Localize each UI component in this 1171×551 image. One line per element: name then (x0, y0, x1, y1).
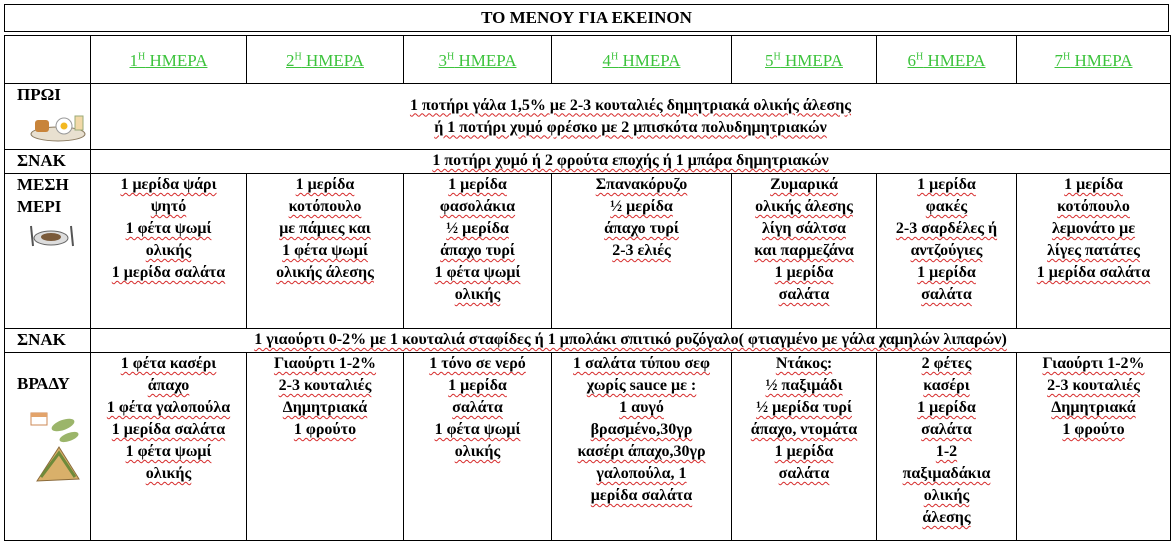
day-header: $1^H$ ΗΜΕΡΑ (91, 36, 247, 84)
day-header: $5^H$ ΗΜΕΡΑ (732, 36, 877, 84)
dinner-day3 (404, 353, 552, 541)
dinner-line: 1 τόνο σε νερό (429, 355, 526, 372)
dinner-line: σαλάτα (452, 399, 503, 416)
lunch-line: 1 μερίδα (774, 264, 834, 281)
dinner-line: ½ παξιμάδι (765, 377, 843, 394)
lunch-line: 1 μερίδα (448, 176, 507, 193)
dinner-line: 1 μερίδα (448, 377, 507, 394)
snack2-line: 1 γιαούρτι 0-2% με 1 κουταλιά σταφίδες ή 1 μπολάκι σπιτικό ρυζόγαλο( φτιαγμένο με γάλα χαμηλών λιπαρών) (254, 331, 1007, 348)
dinner-line: 1-2 (935, 443, 958, 460)
dinner-line: 1 μερίδα (774, 443, 834, 460)
lunch-line: αντζούγιες (910, 242, 983, 259)
lunch-line: με πάμιες και (279, 220, 371, 237)
lunch-line: κοτόπουλο (288, 198, 362, 215)
breakfast-plate-icon (29, 110, 87, 142)
dinner-line: ολικής (454, 443, 501, 460)
lunch-line: 1 μερίδα σαλάτα (1036, 264, 1151, 281)
lunch-day5 (732, 174, 877, 329)
row-label-lunch: ΜΕΣΗ ΜΕΡΙ (5, 174, 91, 329)
dinner-line: 2-3 κουταλιές (278, 377, 372, 394)
dinner-line: 1 φέτα κασέρι (120, 355, 217, 372)
dinner-line: 1 αυγό (619, 399, 664, 416)
lunch-line: 1 μερίδα (1064, 176, 1123, 193)
dinner-line: μερίδα σαλάτα (590, 487, 693, 504)
dinner-day2 (247, 353, 404, 541)
lunch-day6 (877, 174, 1017, 329)
dinner-line: Γιαούρτι 1-2% (1042, 355, 1145, 372)
lunch-line: λίγη σάλτσα (762, 220, 846, 237)
lunch-day1 (91, 174, 247, 329)
lunch-line: άπαχο τυρί (440, 242, 515, 259)
lunch-line: 1 φέτα ψωμί (125, 220, 212, 237)
dinner-line: ολικής (145, 465, 192, 482)
lunch-day7 (1017, 174, 1171, 329)
sandwich-tea-icon (29, 399, 83, 485)
header-row (5, 36, 1171, 84)
breakfast-line: 1 ποτήρι γάλα 1,5% με 2-3 κουταλιές δημητριακά ολικής άλεσης (409, 96, 852, 114)
lunch-line: ολικής (454, 286, 501, 303)
row-label-snack2: ΣΝΑΚ (5, 329, 91, 353)
dinner-line: 1 φέτα ψωμί (434, 421, 521, 438)
dinner-line: γαλοπούλα, 1 (596, 465, 687, 482)
day-header: $4^H$ ΗΜΕΡΑ (552, 36, 732, 84)
row-label-breakfast: ΠΡΩΙ (5, 84, 91, 150)
lunch-line: 2-3 ελιές (612, 242, 671, 259)
lunch-line: 1 φέτα ψωμί (282, 242, 368, 259)
dinner-line: σαλάτα (778, 465, 830, 482)
lunch-line: 2-3 σαρδέλες ή (895, 220, 998, 237)
dinner-line: κασέρι άπαχο,30γρ (577, 443, 706, 460)
dinner-line: παξιμαδάκια (902, 465, 991, 482)
lunch-line: 1 μερίδα (295, 176, 355, 193)
lunch-line: φακές (925, 198, 968, 215)
dinner-line: Ντάκος: (775, 355, 833, 372)
day-header: $6^H$ ΗΜΕΡΑ (877, 36, 1017, 84)
row-label-dinner: ΒΡΑΔΥ (5, 353, 91, 541)
dinner-line: 1 φρούτο (293, 421, 357, 438)
snack1-line: 1 ποτήρι χυμό ή 2 φρούτα εποχής ή 1 μπάρα δημητριακών (432, 152, 829, 169)
dinner-line: Γιαούρτι 1-2% (273, 355, 377, 372)
dinner-line: 2 φέτες (921, 355, 972, 372)
day-header: $7^H$ ΗΜΕΡΑ (1017, 36, 1171, 84)
lunch-line: άπαχο τυρί (604, 220, 679, 237)
breakfast-cell (91, 84, 1171, 150)
dinner-line: άπαχο (147, 377, 190, 394)
snack1-cell (91, 150, 1171, 174)
dinner-line: σαλάτα (921, 421, 972, 438)
dinner-line: χωρίς sauce με : (586, 377, 697, 394)
lunch-line: ½ μερίδα (610, 198, 673, 215)
lunch-line: σαλάτα (778, 286, 830, 303)
lunch-line: κοτόπουλο (1057, 198, 1130, 215)
corner-cell (5, 36, 91, 84)
lunch-line: λίγες πατάτες (1047, 242, 1140, 259)
lunch-line: σαλάτα (921, 286, 972, 303)
dinner-line: ½ μερίδα τυρί (756, 399, 852, 416)
breakfast-row (5, 84, 1171, 150)
dinner-line: ολικής (923, 487, 970, 504)
dinner-plate-icon (29, 222, 77, 248)
dinner-day5 (732, 353, 877, 541)
dinner-line: άλεσης (922, 509, 971, 526)
dinner-day6 (877, 353, 1017, 541)
snack1-row (5, 150, 1171, 174)
lunch-line: 1 μερίδα (917, 264, 976, 281)
day-header: $2^H$ ΗΜΕΡΑ (247, 36, 404, 84)
snack2-row (5, 329, 1171, 353)
lunch-day3 (404, 174, 552, 329)
dinner-line: 1 φρούτο (1062, 421, 1125, 438)
dinner-day7 (1017, 353, 1171, 541)
dinner-line: 1 σαλάτα τύπου σεφ (573, 355, 710, 372)
lunch-line: ολικής άλεσης (276, 264, 374, 281)
menu-table (4, 35, 1171, 541)
lunch-line: 1 μερίδα σαλάτα (111, 264, 226, 281)
lunch-line: 1 μερίδα ψάρι (120, 176, 217, 193)
dinner-line: 1 φέτα γαλοπούλα (106, 399, 231, 416)
dinner-line: Δημητριακά (1051, 399, 1136, 416)
dinner-line: 2-3 κουταλιές (1047, 377, 1140, 394)
lunch-day2 (247, 174, 404, 329)
dinner-day1 (91, 353, 247, 541)
lunch-line: ολικής (145, 242, 192, 259)
lunch-line: ολικής άλεσης (755, 198, 853, 215)
lunch-line: ½ μερίδα (446, 220, 509, 237)
lunch-line: Ζυμαρικά (770, 176, 838, 193)
dinner-day4 (552, 353, 732, 541)
lunch-line: 1 φέτα ψωμί (434, 264, 521, 281)
lunch-line: ψητό (150, 198, 187, 215)
page-title: ΤΟ ΜΕΝΟΥ ΓΙΑ ΕΚΕΙΝΟΝ (4, 4, 1169, 32)
lunch-line: Σπανακόρυζο (595, 176, 688, 193)
dinner-line: 1 μερίδα σαλάτα (111, 421, 226, 438)
dinner-line: 1 μερίδα (917, 399, 976, 416)
lunch-row (5, 174, 1171, 329)
lunch-line: και παρμεζάνα (754, 242, 854, 259)
dinner-line: 1 φέτα ψωμί (125, 443, 212, 460)
dinner-line: βρασμένο,30γρ (590, 421, 693, 438)
breakfast-line: ή 1 ποτήρι χυμό φρέσκο με 2 μπισκότα πολυδημητριακών (434, 118, 827, 136)
row-label-snack1: ΣΝΑΚ (5, 150, 91, 174)
dinner-line: κασέρι (923, 377, 970, 394)
dinner-line: Δημητριακά (282, 399, 368, 416)
lunch-line: 1 μερίδα (917, 176, 976, 193)
lunch-day4 (552, 174, 732, 329)
snack2-cell (91, 329, 1171, 353)
lunch-line: φασολάκια (439, 198, 516, 215)
day-header: $3^H$ ΗΜΕΡΑ (404, 36, 552, 84)
lunch-line: λεμονάτο με (1051, 220, 1136, 237)
dinner-line: άπαχο, ντομάτα (750, 421, 858, 438)
dinner-row (5, 353, 1171, 541)
